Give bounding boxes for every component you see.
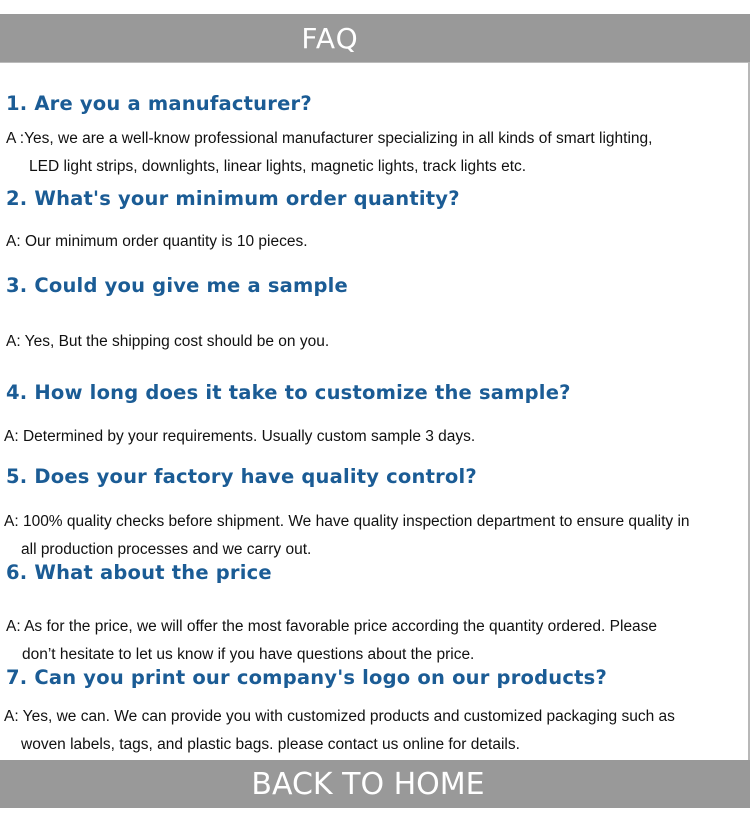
faq-answer-7-line-1: A: Yes, we can. We can provide you with customized products and customized packaging such as xyxy=(4,708,675,725)
faq-answer-1-line-1: A :Yes, we are a well-know professional manufacturer specializing in all kinds of smart lighting, xyxy=(6,130,653,147)
faq-answer-6-line-2: don’t hesitate to let us know if you have questions about the price. xyxy=(22,646,475,663)
faq-answer-6 xyxy=(6,613,657,669)
faq-answer-7-line-2: woven labels, tags, and plastic bags. please contact us online for details. xyxy=(21,736,520,753)
faq-question-7: 7. Can you print our company's logo on our products? xyxy=(6,666,607,689)
faq-header xyxy=(0,14,750,62)
back-to-home-label[interactable]: BACK TO HOME xyxy=(251,766,485,802)
faq-question-5: 5. Does your factory have quality control? xyxy=(6,465,477,488)
faq-answer-5-line-1: A: 100% quality checks before shipment. We have quality inspection department to ensure quality in xyxy=(4,513,690,530)
faq-answer-5-line-2: all production processes and we carry out. xyxy=(21,541,312,558)
faq-question-6: 6. What about the price xyxy=(6,561,272,584)
faq-answer-4 xyxy=(4,423,475,451)
faq-answer-2-line-1: A: Our minimum order quantity is 10 pieces. xyxy=(6,233,308,250)
faq-answer-1 xyxy=(6,125,652,181)
faq-answer-7 xyxy=(4,703,675,759)
faq-answer-5 xyxy=(4,508,690,564)
faq-answer-3-line-1: A: Yes, But the shipping cost should be on you. xyxy=(6,333,330,350)
faq-answer-4-line-1: A: Determined by your requirements. Usually custom sample 3 days. xyxy=(4,428,476,445)
faq-answer-3 xyxy=(6,328,329,356)
faq-question-2: 2. What's your minimum order quantity? xyxy=(6,187,460,210)
faq-answer-1-line-2: LED light strips, downlights, linear lights, magnetic lights, track lights etc. xyxy=(29,158,527,175)
header-divider xyxy=(0,62,750,63)
faq-question-4: 4. How long does it take to customize the sample? xyxy=(6,381,571,404)
back-to-home-button[interactable] xyxy=(0,760,750,808)
faq-answer-2 xyxy=(6,228,308,256)
faq-title: FAQ xyxy=(301,21,359,55)
faq-question-3: 3. Could you give me a sample xyxy=(6,274,348,297)
faq-question-1: 1. Are you a manufacturer? xyxy=(6,92,312,115)
faq-answer-6-line-1: A: As for the price, we will offer the most favorable price according the quantity ordered. Please xyxy=(6,618,658,635)
